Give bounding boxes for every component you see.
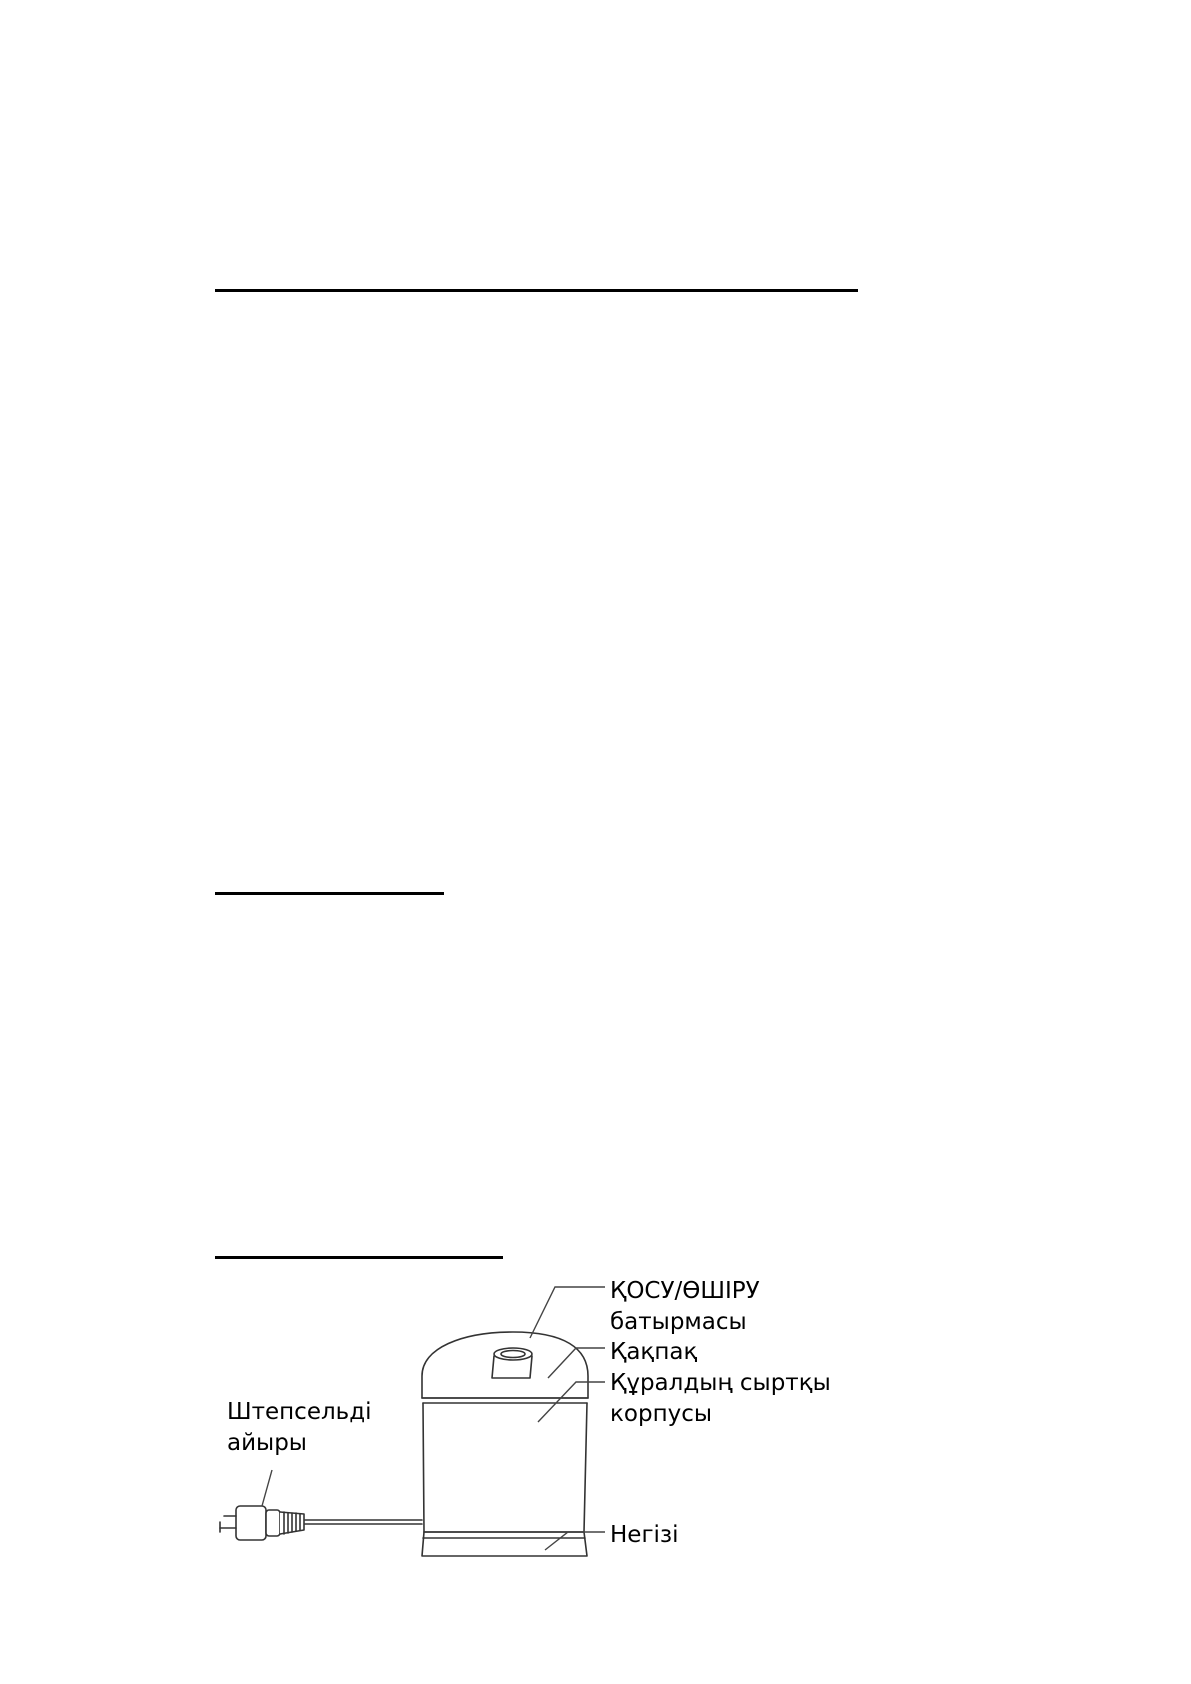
body-shape bbox=[423, 1403, 587, 1532]
label-lid bbox=[610, 1337, 697, 1368]
label-plug bbox=[227, 1397, 372, 1459]
base-shape bbox=[422, 1532, 587, 1556]
section-rule-3 bbox=[215, 1256, 503, 1259]
label-base bbox=[610, 1520, 679, 1551]
label-plug-line2: айыры bbox=[227, 1430, 307, 1456]
label-body-line2: корпусы bbox=[610, 1401, 713, 1427]
label-on-off-switch-line1: ҚОСУ/ӨШІРУ bbox=[610, 1278, 760, 1304]
label-body-line1: Құралдың сыртқы bbox=[610, 1370, 831, 1396]
label-body bbox=[610, 1368, 831, 1430]
section-rule-2 bbox=[215, 892, 444, 895]
label-plug-line1: Штепсельді bbox=[227, 1399, 372, 1425]
leader-base bbox=[545, 1532, 605, 1550]
label-base-text: Негізі bbox=[610, 1522, 679, 1548]
leader-switch bbox=[530, 1287, 605, 1338]
label-lid-text: Қақпақ bbox=[610, 1339, 698, 1365]
plug-shape bbox=[220, 1506, 304, 1540]
label-on-off-switch-line2: батырмасы bbox=[610, 1309, 747, 1335]
section-rule-1 bbox=[215, 289, 858, 292]
leader-plug bbox=[262, 1470, 272, 1506]
label-on-off-switch bbox=[610, 1276, 760, 1338]
grinder-diagram bbox=[200, 1270, 900, 1570]
